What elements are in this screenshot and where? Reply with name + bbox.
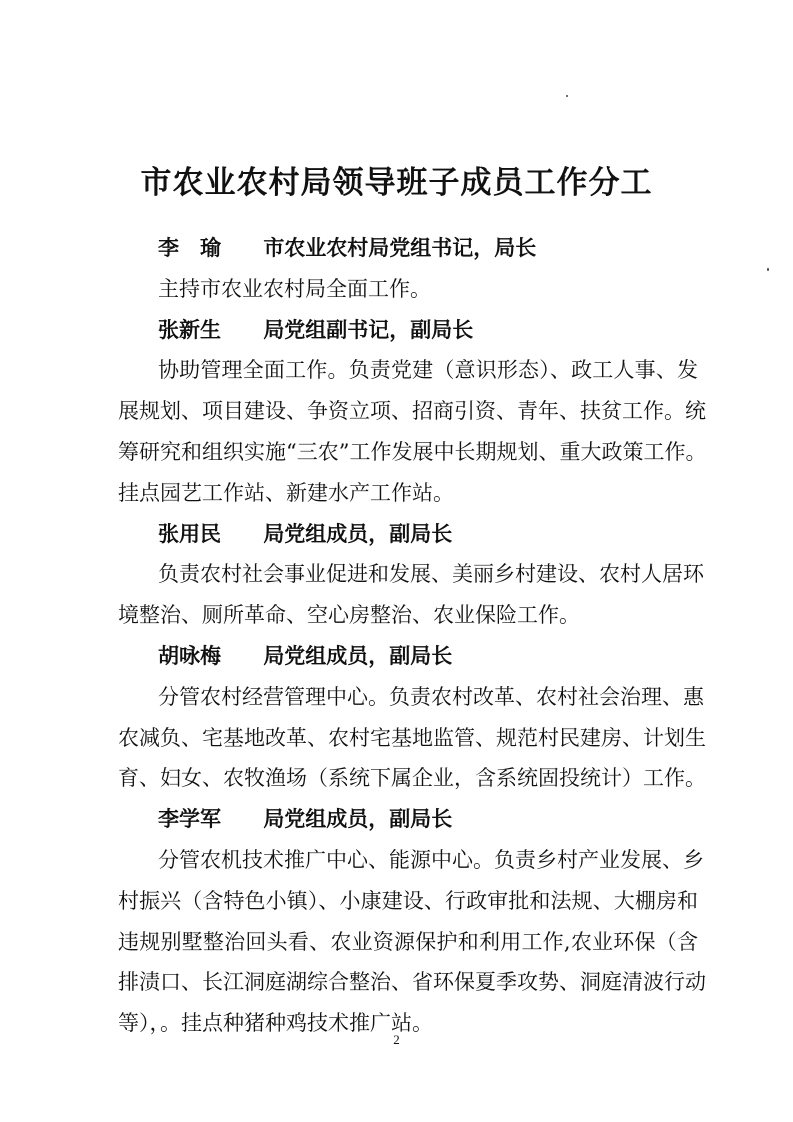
duty-line: 境整治、厕所革命、空心房整治、农业保险工作。 [118, 603, 580, 628]
member-name: 张新生 [158, 317, 221, 342]
duty-line: 挂点园艺工作站、新建水产工作站。 [118, 480, 454, 505]
member-heading [118, 636, 698, 677]
member-position: 局党组成员，副局长 [263, 807, 453, 832]
member-position: 局党组副书记，副局长 [263, 317, 474, 342]
member-name: 李 瑜 [158, 236, 221, 260]
member-heading [118, 228, 698, 269]
member-position: 局党组成员，副局长 [263, 521, 453, 546]
duty-line: 违规别墅整治回头看、农业资源保护和利用工作,农业环保（含 [118, 929, 698, 954]
duty-list [118, 228, 707, 1044]
member-name: 胡咏梅 [158, 643, 221, 668]
scan-speck [566, 95, 568, 97]
page-number: 2 [393, 1032, 400, 1047]
duty-line: 等），。挂点种猪种鸡技术推广站。 [118, 1011, 433, 1036]
member-name: 李学军 [158, 807, 221, 832]
duty-line: 分管农机技术推广中心、能源中心。负责乡村产业发展、乡 [158, 847, 704, 872]
duty-line: 展规划、项目建设、争资立项、招商引资、青年、扶贫工作。统 [118, 399, 706, 424]
duty-line: 农减负、宅基地改革、农村宅基地监管、规范村民建房、计划生 [118, 725, 706, 750]
duty-line: 主持市农业农村局全面工作。 [158, 276, 431, 301]
member-position: 市农业农村局党组书记，局长 [263, 236, 537, 260]
member-heading [118, 514, 698, 555]
scan-speck [767, 268, 769, 271]
duty-line: 协助管理全面工作。负责党建（意识形态）、政工人事、发 [158, 358, 698, 383]
page-title: 市农业农村局领导班子成员工作分工 [140, 164, 653, 201]
duty-line: 排渍口、长江洞庭湖综合整治、省环保夏季攻势、洞庭清波行动 [118, 970, 706, 995]
duty-line: 筹研究和组织实施“三农”工作发展中长期规划、重大政策工作。 [118, 439, 707, 464]
duty-line: 分管农村经营管理中心。负责农村改革、农村社会治理、惠 [158, 684, 704, 709]
member-heading [118, 799, 698, 840]
duty-line: 村振兴（含特色小镇）、小康建设、行政审批和法规、大棚房和 [118, 888, 698, 913]
member-position: 局党组成员，副局长 [263, 643, 453, 668]
member-heading [118, 310, 698, 351]
duty-line: 负责农村社会事业促进和发展、美丽乡村建设、农村人居环 [158, 562, 704, 587]
duty-line: 育、妇女、农牧渔场（系统下属企业，含系统固投统计）工作。 [118, 766, 706, 791]
member-name: 张用民 [158, 521, 221, 546]
